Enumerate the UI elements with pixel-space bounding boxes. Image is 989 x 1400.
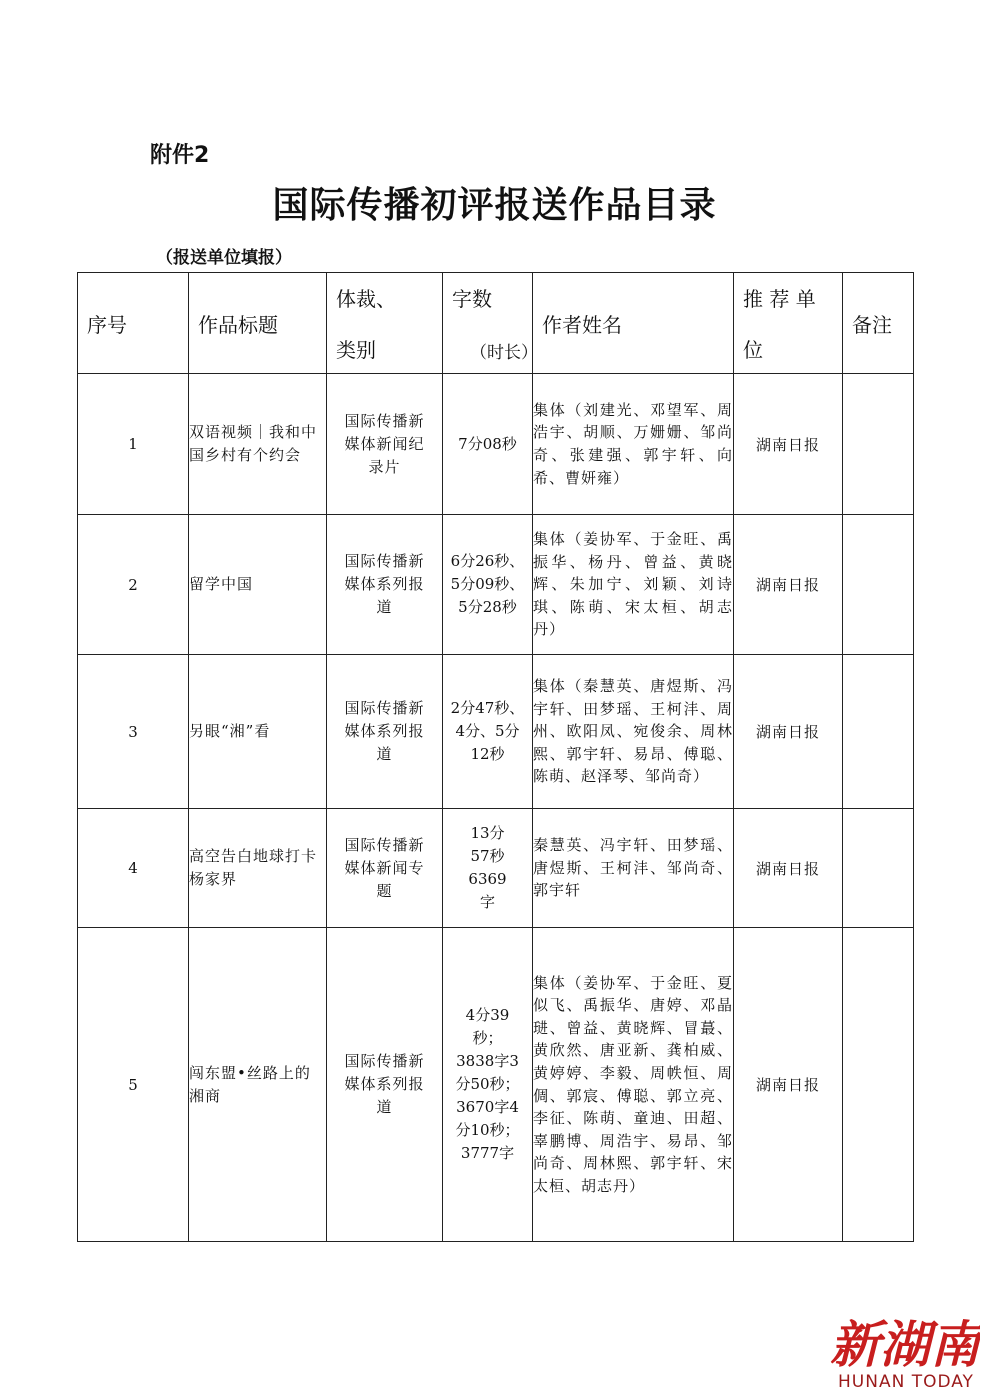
cell-remarks bbox=[843, 515, 914, 655]
col-header-genre bbox=[327, 273, 443, 374]
table-row bbox=[78, 515, 914, 655]
logo-wordmark: 新湖南 bbox=[830, 1315, 980, 1374]
cell-length: 4分39秒；3838字3分50秒；3670字4分10秒；3777字 bbox=[443, 928, 533, 1242]
cell-remarks bbox=[843, 655, 914, 809]
cell-unit: 湖南日报 bbox=[734, 515, 843, 655]
page-title: 国际传播初评报送作品目录 bbox=[272, 185, 717, 226]
cell-title: 留学中国 bbox=[189, 515, 327, 655]
cell-genre: 国际传播新媒体系列报道 bbox=[327, 515, 443, 655]
cell-length: 2分47秒、4分、5分12秒 bbox=[443, 655, 533, 809]
cell-authors: 秦慧英、冯宇轩、田梦瑶、唐煜斯、王柯沣、邹尚奇、郭宇轩 bbox=[533, 809, 734, 928]
cell-title: 另眼“湘”看 bbox=[189, 655, 327, 809]
col-header-title: 作品标题 bbox=[189, 273, 327, 374]
cell-remarks bbox=[843, 374, 914, 515]
header-row bbox=[78, 273, 914, 374]
table-row bbox=[78, 374, 914, 515]
cell-authors: 集体（秦慧英、唐煜斯、冯宇轩、田梦瑶、王柯沣、周州、欧阳凤、宛俊余、周林熙、郭宇轩、易昂、傅聪、陈萌、赵泽琴、邹尚奇） bbox=[533, 655, 734, 809]
cell-genre: 国际传播新媒体系列报道 bbox=[327, 655, 443, 809]
works-table bbox=[77, 272, 914, 1242]
col-header-length-bottom: （时长） bbox=[470, 343, 538, 363]
cell-number: 1 bbox=[78, 374, 189, 515]
cell-length: 7分08秒 bbox=[443, 374, 533, 515]
cell-number: 5 bbox=[78, 928, 189, 1242]
col-header-genre-bottom: 类别 bbox=[336, 338, 376, 362]
table-row bbox=[78, 809, 914, 928]
cell-title: 闯东盟•丝路上的湘商 bbox=[189, 928, 327, 1242]
col-header-unit-top: 推 荐 单 bbox=[743, 287, 816, 311]
cell-unit: 湖南日报 bbox=[734, 928, 843, 1242]
col-header-unit bbox=[734, 273, 843, 374]
logo-subtitle: HUNAN TODAY bbox=[838, 1372, 974, 1392]
cell-title: 双语视频｜我和中国乡村有个约会 bbox=[189, 374, 327, 515]
col-header-authors: 作者姓名 bbox=[533, 273, 734, 374]
col-header-length-top: 字数 bbox=[452, 287, 492, 311]
cell-unit: 湖南日报 bbox=[734, 655, 843, 809]
col-header-length bbox=[443, 273, 538, 374]
cell-genre: 国际传播新媒体新闻纪录片 bbox=[327, 374, 443, 515]
cell-authors: 集体（刘建光、邓望军、周浩宇、胡顺、万姗姗、邹尚奇、张建强、郭宇轩、向希、曹妍雍） bbox=[533, 374, 734, 515]
col-header-remarks: 备注 bbox=[843, 273, 914, 374]
fill-note: （报送单位填报） bbox=[156, 248, 292, 268]
cell-unit: 湖南日报 bbox=[734, 809, 843, 928]
cell-number: 3 bbox=[78, 655, 189, 809]
cell-number: 4 bbox=[78, 809, 189, 928]
cell-title: 高空告白地球打卡杨家界 bbox=[189, 809, 327, 928]
col-header-unit-bottom: 位 bbox=[743, 338, 763, 362]
cell-number: 2 bbox=[78, 515, 189, 655]
cell-length: 13分57秒6369字 bbox=[443, 809, 533, 928]
cell-remarks bbox=[843, 928, 914, 1242]
col-header-number: 序号 bbox=[78, 273, 189, 374]
cell-genre: 国际传播新媒体系列报道 bbox=[327, 928, 443, 1242]
cell-unit: 湖南日报 bbox=[734, 374, 843, 515]
table-row bbox=[78, 655, 914, 809]
table-row bbox=[78, 928, 914, 1242]
cell-length: 6分26秒、5分09秒、5分28秒 bbox=[443, 515, 533, 655]
cell-authors: 集体（姜协军、于金旺、禹振华、杨丹、曾益、黄晓辉、朱加宁、刘颖、刘诗琪、陈萌、宋太桓、胡志丹） bbox=[533, 515, 734, 655]
cell-genre: 国际传播新媒体新闻专题 bbox=[327, 809, 443, 928]
cell-remarks bbox=[843, 809, 914, 928]
attachment-label: 附件2 bbox=[150, 143, 210, 168]
cell-authors: 集体（姜协军、于金旺、夏似飞、禹振华、唐婷、邓晶琎、曾益、黄晓辉、冒蕞、黄欣然、唐亚新、龚柏威、黄婷婷、李毅、周帙恒、周倜、郭宸、傅聪、郭立亮、李征、陈萌、童迪、田超、辜鹏博、周浩宇、易昂、邹尚奇、周林熙、郭宇轩、宋太桓、胡志丹） bbox=[533, 928, 734, 1242]
col-header-genre-top: 体裁、 bbox=[336, 287, 396, 311]
